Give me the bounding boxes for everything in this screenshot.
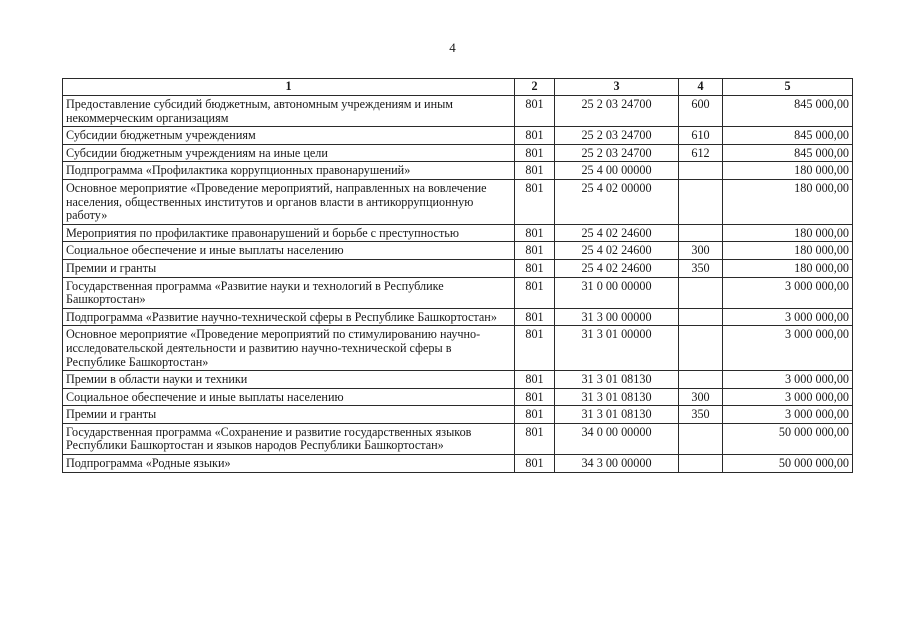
row-vr-cell: 610: [679, 127, 723, 145]
row-name-cell: Премии и гранты: [63, 259, 515, 277]
row-amount-cell: 3 000 000,00: [723, 326, 853, 371]
row-amount-cell: 3 000 000,00: [723, 277, 853, 308]
row-ved-cell: 801: [515, 259, 555, 277]
row-vr-cell: [679, 308, 723, 326]
column-header-name: 1: [63, 79, 515, 96]
row-ved-cell: 801: [515, 455, 555, 473]
row-name-cell: Подпрограмма «Профилактика коррупционных правонарушений»: [63, 162, 515, 180]
row-name-cell: Основное мероприятие «Проведение мероприятий, направленных на вовлечение населения, общественных институтов и органов власти в антикоррупционную работу»: [63, 179, 515, 224]
row-name-cell: Подпрограмма «Родные языки»: [63, 455, 515, 473]
row-csr-cell: 25 2 03 24700: [555, 96, 679, 127]
row-csr-cell: 25 2 03 24700: [555, 144, 679, 162]
row-ved-cell: 801: [515, 406, 555, 424]
row-amount-cell: 50 000 000,00: [723, 423, 853, 454]
row-amount-cell: 180 000,00: [723, 224, 853, 242]
row-amount-cell: 3 000 000,00: [723, 406, 853, 424]
row-vr-cell: [679, 277, 723, 308]
budget-table: [62, 78, 853, 473]
row-vr-cell: [679, 371, 723, 389]
table-row: [63, 162, 853, 180]
row-csr-cell: 34 0 00 00000: [555, 423, 679, 454]
row-csr-cell: 25 4 02 24600: [555, 242, 679, 260]
row-csr-cell: 31 3 01 08130: [555, 371, 679, 389]
row-csr-cell: 34 3 00 00000: [555, 455, 679, 473]
row-amount-cell: 3 000 000,00: [723, 371, 853, 389]
row-name-cell: Премии в области науки и техники: [63, 371, 515, 389]
row-amount-cell: 3 000 000,00: [723, 388, 853, 406]
row-ved-cell: 801: [515, 242, 555, 260]
row-ved-cell: 801: [515, 371, 555, 389]
row-ved-cell: 801: [515, 326, 555, 371]
table-row: [63, 127, 853, 145]
row-name-cell: Государственная программа «Развитие науки и технологий в Республике Башкортостан»: [63, 277, 515, 308]
column-header-vr: 4: [679, 79, 723, 96]
row-amount-cell: 180 000,00: [723, 242, 853, 260]
row-csr-cell: 31 3 01 00000: [555, 326, 679, 371]
row-amount-cell: 845 000,00: [723, 96, 853, 127]
table-header-row: [63, 79, 853, 96]
row-name-cell: Социальное обеспечение и иные выплаты населению: [63, 242, 515, 260]
row-vr-cell: 350: [679, 406, 723, 424]
column-header-csr: 3: [555, 79, 679, 96]
row-vr-cell: [679, 423, 723, 454]
row-amount-cell: 50 000 000,00: [723, 455, 853, 473]
table-row: [63, 277, 853, 308]
page-number: 4: [449, 40, 456, 55]
row-amount-cell: 845 000,00: [723, 127, 853, 145]
row-amount-cell: 180 000,00: [723, 179, 853, 224]
row-csr-cell: 25 4 00 00000: [555, 162, 679, 180]
row-name-cell: Субсидии бюджетным учреждениям: [63, 127, 515, 145]
row-ved-cell: 801: [515, 127, 555, 145]
row-name-cell: Основное мероприятие «Проведение мероприятий по стимулированию научно-исследовательской деятельности и развитию научно-технической сферы в Республике Башкортостан»: [63, 326, 515, 371]
table-row: [63, 308, 853, 326]
row-vr-cell: 300: [679, 388, 723, 406]
row-ved-cell: 801: [515, 388, 555, 406]
row-vr-cell: [679, 455, 723, 473]
table-row: [63, 388, 853, 406]
row-csr-cell: 25 4 02 24600: [555, 259, 679, 277]
row-name-cell: Премии и гранты: [63, 406, 515, 424]
row-csr-cell: 25 2 03 24700: [555, 127, 679, 145]
table-row: [63, 423, 853, 454]
row-ved-cell: 801: [515, 179, 555, 224]
row-ved-cell: 801: [515, 144, 555, 162]
row-csr-cell: 25 4 02 00000: [555, 179, 679, 224]
row-csr-cell: 25 4 02 24600: [555, 224, 679, 242]
row-vr-cell: 600: [679, 96, 723, 127]
table-row: [63, 144, 853, 162]
row-ved-cell: 801: [515, 277, 555, 308]
table-row: [63, 259, 853, 277]
row-amount-cell: 3 000 000,00: [723, 308, 853, 326]
row-vr-cell: 300: [679, 242, 723, 260]
table-row: [63, 406, 853, 424]
table-row: [63, 371, 853, 389]
row-name-cell: Социальное обеспечение и иные выплаты населению: [63, 388, 515, 406]
row-name-cell: Государственная программа «Сохранение и развитие государственных языков Республики Башкортостан и языков народов Республики Башкортостан»: [63, 423, 515, 454]
row-vr-cell: 612: [679, 144, 723, 162]
column-header-ved: 2: [515, 79, 555, 96]
column-header-amount: 5: [723, 79, 853, 96]
row-csr-cell: 31 3 01 08130: [555, 406, 679, 424]
row-ved-cell: 801: [515, 162, 555, 180]
table-row: [63, 242, 853, 260]
row-name-cell: Подпрограмма «Развитие научно-технической сферы в Республике Башкортостан»: [63, 308, 515, 326]
row-ved-cell: 801: [515, 308, 555, 326]
row-amount-cell: 845 000,00: [723, 144, 853, 162]
row-ved-cell: 801: [515, 96, 555, 127]
row-amount-cell: 180 000,00: [723, 162, 853, 180]
row-vr-cell: 350: [679, 259, 723, 277]
row-vr-cell: [679, 179, 723, 224]
row-ved-cell: 801: [515, 224, 555, 242]
row-name-cell: Мероприятия по профилактике правонарушений и борьбе с преступностью: [63, 224, 515, 242]
row-csr-cell: 31 0 00 00000: [555, 277, 679, 308]
row-ved-cell: 801: [515, 423, 555, 454]
table-row: [63, 455, 853, 473]
row-vr-cell: [679, 224, 723, 242]
table-row: [63, 326, 853, 371]
row-csr-cell: 31 3 01 08130: [555, 388, 679, 406]
row-vr-cell: [679, 162, 723, 180]
row-csr-cell: 31 3 00 00000: [555, 308, 679, 326]
row-vr-cell: [679, 326, 723, 371]
row-amount-cell: 180 000,00: [723, 259, 853, 277]
table-row: [63, 224, 853, 242]
table-row: [63, 179, 853, 224]
row-name-cell: Субсидии бюджетным учреждениям на иные цели: [63, 144, 515, 162]
table-row: [63, 96, 853, 127]
row-name-cell: Предоставление субсидий бюджетным, автономным учреждениям и иным некоммерческим организациям: [63, 96, 515, 127]
